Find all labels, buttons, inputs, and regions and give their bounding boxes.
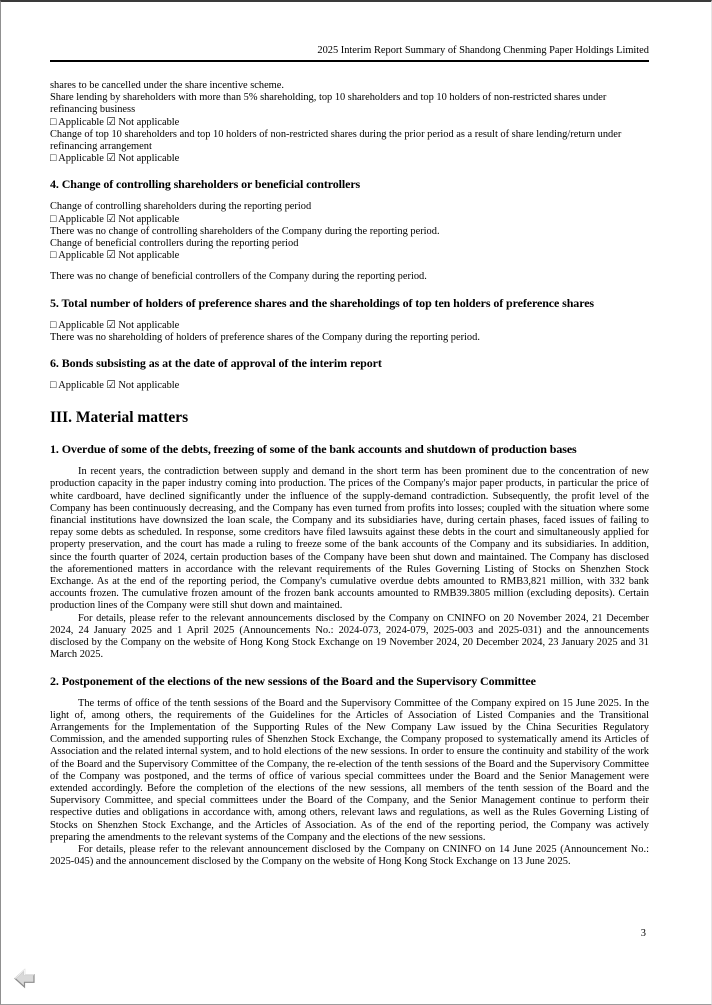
paragraph: The terms of office of the tenth sessions of the Board and the Supervisory Committee of the Company expired on 15 June 2025. In the light of, among others, the requirements of the Guidelines for the Articles of Association of Listed Companies and the Transitional Arrangements for the Implementation of the Supporting Rules of the New Company Law issued by the China Securities Regulatory Commission, and the amended supporting rules of Shenzhen Stock Exchange, the Company proposed to systematically amend its Articles of Association and the related internal system, and to hold elections of the new sessions. In order to ensure the continuity and stability of the work of the Board and the Supervisory Committee of the Company, the re-election of the tenth sessions of the Board and the Supervisory Committee of the Company was postponed, and the terms of office of various special committees under the Board and the Senior Management were extended accordingly. Before the completion of the elections of the new sessions, all members of the tenth session of the Board and the Supervisory Committee, and special committees under the Board of the Company, and the Senior Management continue to perform their respective duties and obligations in accordance with, among others, relevant laws and regulations, as well as the Rules Governing Listing of Stocks on Shenzhen Stock Exchange, and the Articles of Association. As of the end of the reporting period, the Company was actively preparing the amendments to the relevant systems of the Company and the elections of the new sessions. bbox=[50, 697, 649, 843]
major-section-heading: III. Material matters bbox=[50, 409, 189, 427]
page-number: 3 bbox=[640, 928, 646, 939]
section-heading: 1. Overdue of some of the debts, freezing of some of the bank accounts and shutdown of production bases bbox=[50, 442, 577, 457]
paragraph: In recent years, the contradiction between supply and demand in the short term has been prominent due to the concentration of new production capacity in the paper industry coming into production. The prices of the Company's major paper products, in particular the price of white cardboard, have declined significantly under the influence of the supply-demand contradiction. Subsequently, the profit level of the Company has been continuously decreasing, and the Company has even turned from profits into losses; coupled with the situation where some financial institutions have downsized the loan scale, the Company and its subsidiaries have, during certain phases, faced issues of failing to repay some debts as scheduled. In response, some creditors have filed lawsuits against these debts in the court and simultaneously applied for property preservation, and the court has made a ruling to freeze some of the bank accounts of the Company and its subsidiaries. In addition, since the fourth quarter of 2024, certain production bases of the Company have been shut down and maintained. The Company has disclosed the aforementioned matters in accordance with the relevant requirements of the Rules Governing Listing of Stocks on Shenzhen Stock Exchange. As at the end of the reporting period, the Company's cumulative overdue debts amounted to RMB3,821 million, with 332 bank accounts frozen. The cumulative frozen amount of the frozen bank accounts amounted to RMB39.3805 million (excluding deposits). Certain production lines of the Company were still shut down and maintained. bbox=[50, 466, 649, 612]
text-line: There was no change of beneficial controllers of the Company during the reporting period. bbox=[50, 271, 427, 283]
text-line: Share lending by shareholders with more than 5% shareholding, top 10 shareholders and top 10 holders of non-restricted shares under refinancing business bbox=[50, 92, 607, 116]
applicability-line: □ Applicable ☑ Not applicable bbox=[50, 319, 180, 331]
text-line: There was no change of controlling shareholders of the Company during the reporting period. bbox=[50, 225, 440, 237]
text-line: Change of top 10 shareholders and top 10 holders of non-restricted shares during the prior period as a result of share lending/return under refinancing arrangement bbox=[50, 128, 622, 153]
text-line: shares to be cancelled under the share incentive scheme. bbox=[50, 80, 284, 91]
text-line: Change of beneficial controllers during the reporting period bbox=[50, 238, 299, 250]
text-line: Change of controlling shareholders during the reporting period bbox=[50, 201, 312, 213]
section-heading: 4. Change of controlling shareholders or beneficial controllers bbox=[50, 177, 361, 192]
page-header: 2025 Interim Report Summary of Shandong Chenming Paper Holdings Limited bbox=[50, 44, 649, 62]
paragraph: For details, please refer to the relevant announcements disclosed by the Company on CNINFO on 20 November 2024, 21 December 2024, 24 January 2025 and 1 April 2025 (Announcements No.: 2024-073, 2024-079, 2025-003 and 2025-031) and the announcements disclosed by the Company on the website of Hong Kong Stock Exchange on 19 November 2024, 20 December 2024, 23 January 2025 and 31 March 2025. bbox=[50, 612, 649, 661]
document-body bbox=[50, 80, 649, 868]
applicability-line: □ Applicable ☑ Not applicable bbox=[50, 213, 180, 225]
back-arrow-icon[interactable] bbox=[13, 966, 36, 991]
section-heading: 2. Postponement of the elections of the new sessions of the Board and the Supervisory Committee bbox=[50, 673, 536, 688]
section-heading: 6. Bonds subsisting as at the date of approval of the interim report bbox=[50, 356, 382, 371]
paragraph: For details, please refer to the relevant announcement disclosed by the Company on CNINFO on 14 June 2025 (Announcement No.: 2025-045) and the announcement disclosed by the Company on the website of Hong Kong Stock Exchange on 13 June 2025. bbox=[50, 843, 649, 868]
section-heading: 5. Total number of holders of preference shares and the shareholdings of top ten holders of preference shares bbox=[50, 295, 594, 310]
applicability-line: □ Applicable ☑ Not applicable bbox=[50, 380, 180, 392]
applicability-line: □ Applicable ☑ Not applicable bbox=[50, 250, 180, 262]
text-line: There was no shareholding of holders of preference shares of the Company during the reporting period. bbox=[50, 331, 480, 343]
applicability-line: □ Applicable ☑ Not applicable bbox=[50, 116, 180, 128]
applicability-line: □ Applicable ☑ Not applicable bbox=[50, 153, 180, 165]
